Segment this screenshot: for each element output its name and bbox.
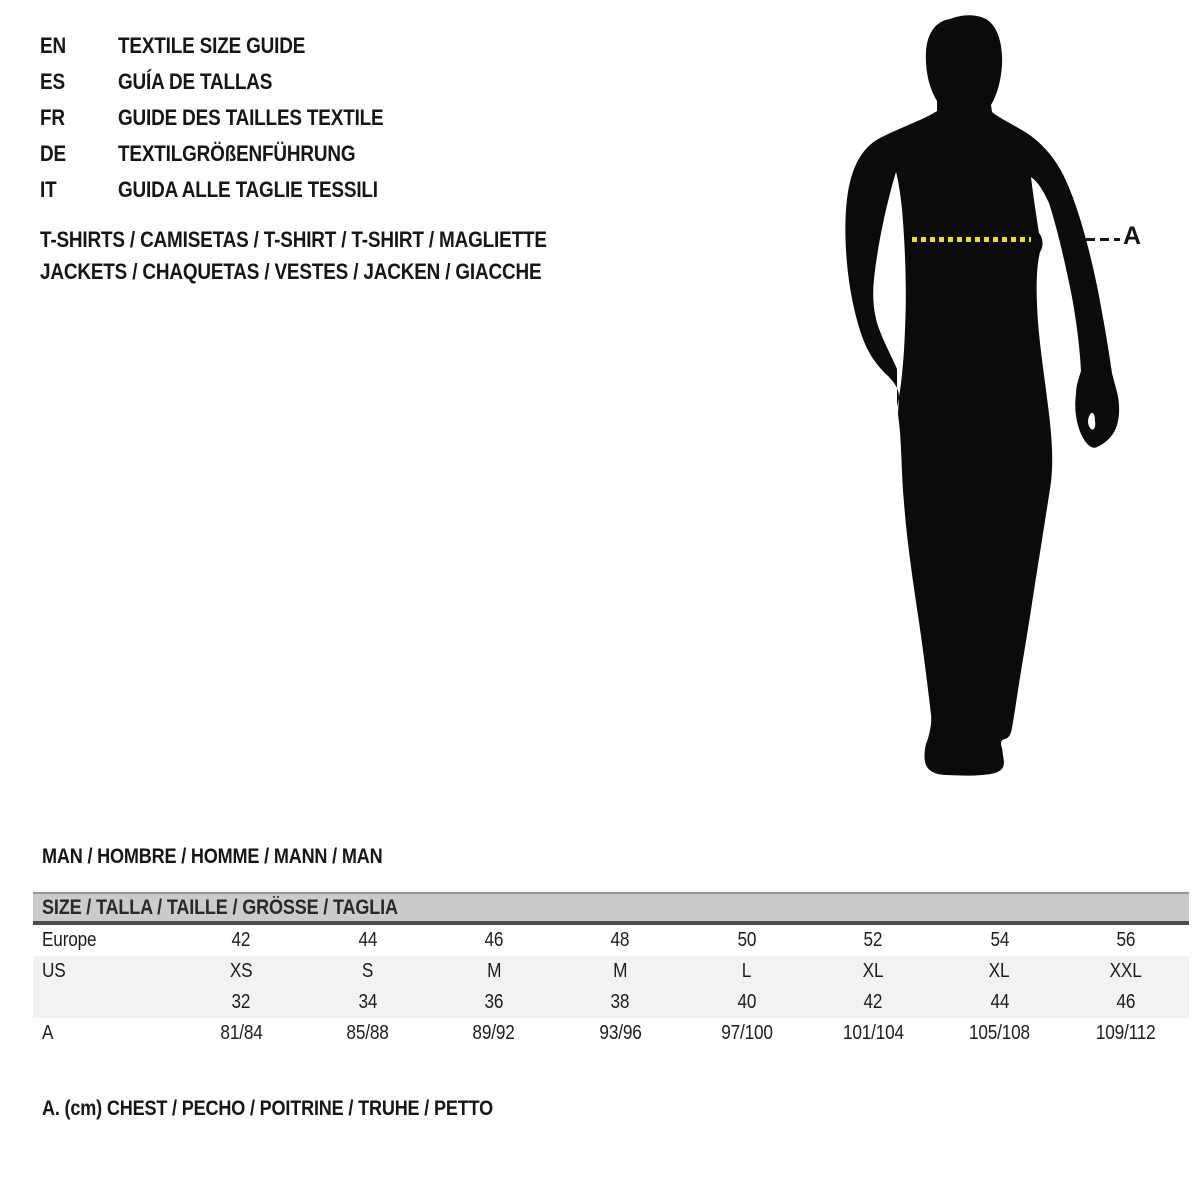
man-silhouette-path — [845, 15, 1119, 775]
language-title: GUIDA ALLE TAGLIE TESSILI — [118, 177, 378, 202]
cell: S — [361, 960, 374, 982]
language-code: DE — [40, 141, 66, 166]
cell: 36 — [484, 991, 504, 1013]
language-title: GUÍA DE TALLAS — [118, 69, 273, 94]
size-table-header: SIZE / TALLA / TAILLE / GRÖSSE / TAGLIA — [33, 892, 1189, 925]
cell: 85/88 — [346, 1022, 389, 1044]
language-title: GUIDE DES TAILLES TEXTILE — [118, 105, 384, 130]
category-line-tshirts: T-SHIRTS / CAMISETAS / T-SHIRT / T-SHIRT / MAGLIETTE — [40, 227, 547, 252]
table-row-europe — [33, 925, 1189, 956]
table-row-us — [33, 956, 1189, 987]
language-code: EN — [40, 33, 66, 58]
language-code: IT — [40, 177, 57, 202]
cell: 38 — [610, 991, 630, 1013]
cell: 105/108 — [968, 1022, 1030, 1044]
row-label: A — [42, 1022, 54, 1044]
cell: 32 — [231, 991, 251, 1013]
cell: XXL — [1109, 960, 1142, 982]
chest-measure-dotted-line — [912, 237, 1031, 242]
category-line-jackets: JACKETS / CHAQUETAS / VESTES / JACKEN / GIACCHE — [40, 259, 542, 284]
row-label: US — [42, 960, 66, 982]
section-title-man: MAN / HOMBRE / HOMME / MANN / MAN — [42, 845, 383, 868]
cell: 93/96 — [599, 1022, 642, 1044]
cell: XL — [989, 960, 1010, 982]
row-label: Europe — [42, 929, 97, 951]
cell: 46 — [484, 929, 504, 951]
cell: 42 — [231, 929, 251, 951]
cell: 109/112 — [1095, 1022, 1156, 1044]
language-code: ES — [40, 69, 65, 94]
cell: 44 — [358, 929, 377, 951]
measure-label-a: A — [1123, 222, 1142, 250]
language-code: FR — [40, 105, 65, 130]
cell: 56 — [1116, 929, 1136, 951]
table-row-chest — [33, 1018, 1189, 1049]
cell: 46 — [1116, 991, 1136, 1013]
cell: 81/84 — [220, 1022, 263, 1044]
cell: 101/104 — [842, 1022, 904, 1044]
table-row-numeric — [33, 987, 1189, 1018]
cell: L — [741, 960, 752, 982]
row-label — [33, 991, 178, 1014]
cell: 89/92 — [472, 1022, 516, 1044]
measure-leader-line — [1086, 238, 1120, 241]
cell: 48 — [610, 929, 630, 951]
language-title: TEXTILE SIZE GUIDE — [118, 33, 306, 58]
cell: 97/100 — [720, 1022, 773, 1044]
size-table — [33, 892, 1189, 1049]
cell: XL — [862, 960, 884, 982]
cell: 42 — [863, 991, 883, 1013]
cell: 52 — [863, 929, 883, 951]
cell: 34 — [358, 991, 377, 1013]
cell: M — [613, 960, 628, 982]
language-title: TEXTILGRÖßENFÜHRUNG — [118, 141, 356, 166]
cell: M — [486, 960, 502, 982]
cell: 44 — [990, 991, 1009, 1013]
cell: XS — [229, 960, 253, 982]
cell: 54 — [990, 929, 1009, 951]
cell: 40 — [737, 991, 757, 1013]
measurement-footnote: A. (cm) CHEST / PECHO / POITRINE / TRUHE / PETTO — [42, 1097, 493, 1120]
cell: 50 — [737, 929, 757, 951]
